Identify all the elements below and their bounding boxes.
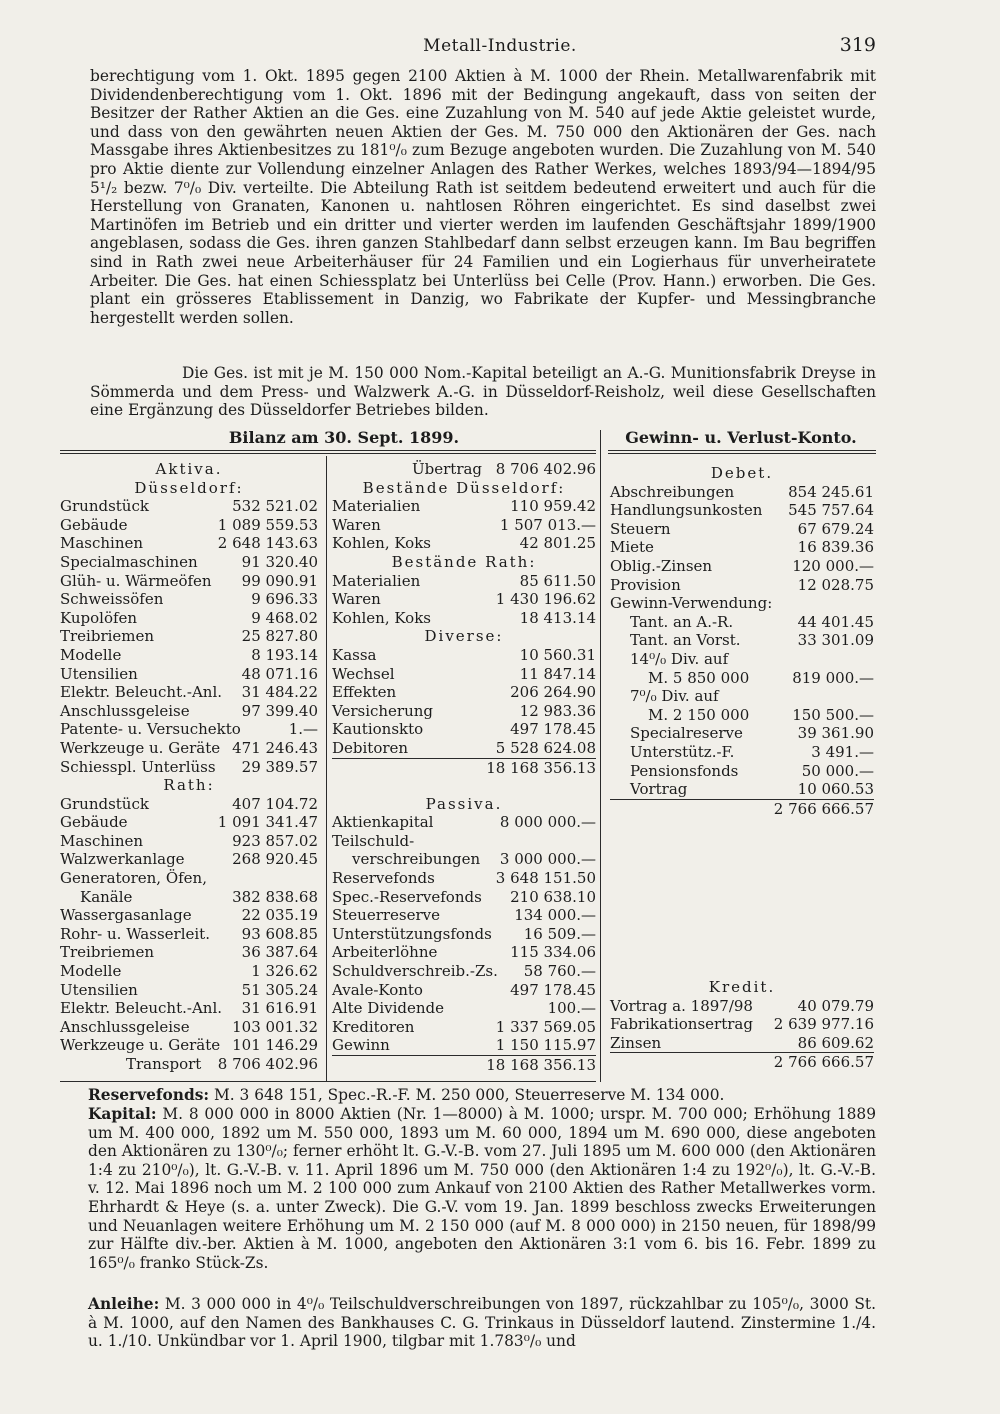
bilanz-row (60, 813, 318, 832)
row-label: Waren (332, 515, 381, 534)
gewinn-row (610, 576, 874, 595)
row-value: 12 028.75 (797, 575, 874, 594)
bilanz-row (332, 906, 596, 925)
row-value: 18 168 356.13 (486, 758, 596, 777)
bilanz-row (60, 832, 318, 851)
gewinn-row (610, 724, 874, 743)
row-value: 1 150 115.97 (495, 1036, 596, 1055)
row-value: 8 706 402.96 (495, 460, 596, 478)
row-label: Maschinen (60, 831, 144, 850)
row-value: 1 507 013.— (499, 515, 596, 534)
row-value: 206 264.90 (510, 683, 596, 702)
row-value: 120 000.— (792, 556, 874, 575)
row-value: 150 500.— (792, 705, 874, 724)
row-value: 93 608.85 (241, 924, 318, 943)
row-label: Kupolöfen (60, 608, 138, 627)
bilanz-row (332, 497, 596, 516)
section-heading: Düsseldorf: (134, 478, 244, 497)
bilanz-row (332, 609, 596, 628)
bilanz-row (332, 702, 596, 721)
bilanz-row (60, 646, 318, 665)
section-heading: Passiva. (425, 794, 503, 813)
row-value: 854 245.61 (788, 482, 874, 501)
bilanz-row (332, 646, 596, 665)
bilanz-row (60, 702, 318, 721)
bilanz-row (60, 590, 318, 609)
note-text: M. 3 648 151, Spec.-R.-F. M. 250 000, Steuerreserve M. 134 000. (209, 1086, 725, 1104)
bilanz-aktiva-column (60, 460, 318, 1074)
gewinn-row (610, 464, 874, 483)
row-label: Spec.-Reservefonds (332, 887, 482, 906)
bilanz-row (60, 758, 318, 777)
bilanz-row (332, 683, 596, 702)
bilanz-row (332, 981, 596, 1000)
row-label: Modelle (60, 645, 122, 664)
row-label: Specialreserve (630, 724, 743, 743)
bilanz-row (332, 1018, 596, 1037)
row-value: 1 091 341.47 (217, 813, 318, 832)
bilanz-row (332, 627, 596, 646)
note-label: Anleihe: (88, 1295, 160, 1313)
row-value: 33 301.09 (797, 631, 874, 650)
row-label: Wechsel (332, 664, 395, 683)
bilanz-row (332, 832, 596, 851)
gewinn-row (610, 687, 874, 706)
bilanz-row (60, 943, 318, 962)
row-value: 1 337 569.05 (495, 1017, 596, 1036)
bilanz-row (60, 609, 318, 628)
bilanz-row (60, 683, 318, 702)
row-value: 115 334.06 (510, 943, 596, 962)
bilanz-row (332, 479, 596, 498)
row-label: Steuern (610, 519, 671, 538)
row-value: 67 679.24 (797, 519, 874, 538)
bilanz-row (60, 720, 318, 739)
gewinn-row (610, 1034, 874, 1053)
row-value: 110 959.42 (510, 497, 596, 516)
row-value: 382 838.68 (232, 887, 318, 906)
row-value: 9 696.33 (251, 590, 318, 609)
row-label: Provision (610, 575, 681, 594)
row-value: 99 090.91 (241, 571, 318, 590)
row-label: Tant. an A.-R. (630, 612, 734, 631)
row-label: M. 2 150 000 (648, 705, 750, 724)
gewinn-row (610, 780, 874, 799)
section-heading: Debet. (710, 464, 774, 482)
row-label: Kohlen, Koks (332, 534, 431, 553)
row-label: Arbeiterlöhne (332, 943, 438, 962)
row-value: 545 757.64 (788, 501, 874, 520)
row-value: 48 071.16 (241, 664, 318, 683)
row-label: Specialmaschinen (60, 552, 198, 571)
row-value: 10 560.31 (519, 645, 596, 664)
row-value: 268 920.45 (232, 850, 318, 869)
section-divider (600, 430, 601, 1082)
bilanz-row (60, 1036, 318, 1055)
section-heading: Bestände Rath: (391, 552, 537, 571)
row-label: Aktienkapital (332, 813, 434, 832)
row-label: Maschinen (60, 534, 144, 553)
row-value: 44 401.45 (797, 612, 874, 631)
row-label: Schuldverschreib.-Zs. (332, 962, 498, 981)
row-value: 86 609.62 (797, 1033, 874, 1052)
row-label: Treibriemen (60, 943, 155, 962)
gewinn-row (610, 978, 874, 997)
row-label: Schiesspl. Unterlüss (60, 757, 216, 776)
gewinn-row (610, 520, 874, 539)
bilanz-row (60, 850, 318, 869)
row-label: Effekten (332, 683, 397, 702)
row-value: 923 857.02 (232, 831, 318, 850)
row-value: 42 801.25 (519, 534, 596, 553)
row-value: 497 178.45 (510, 980, 596, 999)
bilanz-row (332, 758, 596, 777)
row-label: M. 5 850 000 (648, 668, 750, 687)
bilanz-row (332, 739, 596, 758)
row-label: Treibriemen (60, 627, 155, 646)
row-value: 2 766 666.57 (773, 799, 874, 818)
row-value: 2 766 666.57 (773, 1053, 874, 1072)
row-label: Übertrag (412, 460, 483, 478)
row-label: 7⁰/₀ Div. auf (630, 687, 719, 706)
bilanz-row (60, 888, 318, 907)
row-label: Kanäle (80, 887, 133, 906)
row-label: Kohlen, Koks (332, 608, 431, 627)
bilanz-row (332, 720, 596, 739)
row-value: 16 509.— (523, 924, 596, 943)
bilanz-row (60, 516, 318, 535)
row-value: 8 000 000.— (499, 813, 596, 832)
bilanz-row (60, 460, 318, 479)
row-value: 8 706 402.96 (217, 1055, 318, 1073)
row-label: Waren (332, 590, 381, 609)
row-label: Unterstützungsfonds (332, 924, 492, 943)
bilanz-row (60, 665, 318, 684)
row-label: Gewinn (332, 1036, 390, 1055)
bilanz-row (332, 1055, 596, 1074)
bilanz-row (332, 572, 596, 591)
row-label: Utensilien (60, 664, 138, 683)
row-value: 1 089 559.53 (217, 515, 318, 534)
row-label: Werkzeuge u. Geräte (60, 738, 221, 757)
gewinn-row (610, 1015, 874, 1034)
bilanz-row (332, 795, 596, 814)
row-label: Teilschuld- (332, 831, 415, 850)
bilanz-top-rule (60, 450, 596, 451)
gewinn-title: Gewinn- u. Verlust-Konto. (625, 428, 857, 447)
row-label: Grundstück (60, 497, 149, 516)
row-value: 2 648 143.63 (217, 534, 318, 553)
bilanz-row (60, 739, 318, 758)
row-value: 22 035.19 (241, 906, 318, 925)
row-label: Kautionskto (332, 720, 424, 739)
note-anleihe (88, 1295, 876, 1351)
row-label: Transport (126, 1055, 202, 1073)
row-label: Werkzeuge u. Geräte (60, 1036, 221, 1055)
bilanz-row (60, 906, 318, 925)
gewinn-row (610, 1052, 874, 1071)
gewinn-row (610, 743, 874, 762)
row-label: Anschlussgeleise (60, 701, 190, 720)
row-value: 3 491.— (811, 742, 874, 761)
bilanz-bottom-rule (60, 1081, 596, 1082)
row-value: 25 827.80 (241, 627, 318, 646)
row-value: 16 839.36 (797, 538, 874, 557)
gewinn-row (610, 538, 874, 557)
row-label: Grundstück (60, 794, 149, 813)
bilanz-row (60, 962, 318, 981)
row-label: Vortrag (630, 780, 688, 799)
gewinn-row (610, 501, 874, 520)
row-value: 18 168 356.13 (486, 1056, 596, 1074)
row-label: Zinsen (610, 1033, 662, 1052)
bilanz-row (332, 1036, 596, 1055)
intro-paragraph-1: berechtigung vom 1. Okt. 1895 gegen 2100 Aktien à M. 1000 der Rhein. Metallwarenfabrik mit Dividendenberechtigung vom 1. Okt. 1896 mit der Bedingung angekauft, dass von seiten der Besitzer der Rather Aktien an die Ges. eine Zuzahlung von M. 540 auf jede Aktie geleistet wurde, und dass von den gewährten neuen Aktien der Ges. M. 750 000 den Aktionären der Ges. nach Massgabe ihres Aktienbesitzes zu 181⁰/₀ zum Bezuge angeboten wurden. Die Zuzahlung von M. 540 pro Aktie diente zur Vollendung einzelner Anlagen des Rather Werkes, welches 1893/94—1894/95 5¹/₂ bezw. 7⁰/₀ Div. verteilte. Die Abteilung Rath ist seitdem bedeutend erweitert und auch für die Herstellung von Granaten, Kanonen u. nahtlosen Röhren eingerichtet. Es sind daselbst zwei Martinöfen im Betrieb und ein dritter und vierter werden im laufenden Geschäftsjahr 1899/1900 angeblasen, sodass die Ges. ihren ganzen Stahlbedarf dann selbst erzeugen kann. Im Bau begriffen sind in Rath zwei neue Arbeiterhäuser für 24 Familien und ein Logierhaus für unverheiratete Arbeiter. Die Ges. hat einen Schiessplatz bei Unterlüss bei Celle (Prov. Hann.) erworben. Die Ges. plant ein grösseres Etablissement in Danzig, wo Fabrikate der Kupfer- und Messingbranche hergestellt werden sollen. (90, 67, 876, 327)
row-label: Elektr. Beleucht.-Anl. (60, 683, 223, 702)
running-header: Metall-Industrie. (423, 36, 577, 56)
row-label: 14⁰/₀ Div. auf (630, 649, 729, 668)
row-label: Kreditoren (332, 1017, 415, 1036)
section-heading: Bestände Düsseldorf: (362, 478, 566, 497)
note-label: Kapital: (88, 1105, 157, 1123)
bilanz-row (332, 869, 596, 888)
row-value: 5 528 624.08 (495, 738, 596, 757)
row-label: Tant. an Vorst. (630, 631, 741, 650)
row-value: 497 178.45 (510, 720, 596, 739)
row-label: Abschreibungen (610, 482, 735, 501)
bilanz-row (332, 460, 596, 479)
bilanz-row (60, 776, 318, 795)
bilanz-row (60, 925, 318, 944)
row-label: Versicherung (332, 701, 434, 720)
note-text: M. 3 000 000 in 4⁰/₀ Teilschuldverschreibungen von 1897, rückzahlbar zu 105⁰/₀, 3000 St. à M. 1000, auf den Namen des Bankhauses C. G. Trinkaus in Düsseldorf lautend. Zinstermine 1./4. u. 1./10. Unkündbar vor 1. April 1900, tilgbar mit 1.783⁰/₀ und (88, 1295, 876, 1351)
page-number: 319 (839, 34, 876, 56)
section-heading: Kredit. (708, 978, 776, 996)
row-value: 103 001.32 (232, 1017, 318, 1036)
row-value: 3 000 000.— (499, 850, 596, 869)
gewinn-row (610, 762, 874, 781)
bilanz-row (60, 572, 318, 591)
bilanz-row (332, 925, 596, 944)
row-value: 29 389.57 (241, 757, 318, 776)
row-value: 532 521.02 (232, 497, 318, 516)
bilanz-row (332, 553, 596, 572)
row-value: 31 616.91 (241, 999, 318, 1018)
row-value: 407 104.72 (232, 794, 318, 813)
row-label: Pensionsfonds (630, 761, 739, 780)
row-label: Generatoren, Öfen, (60, 869, 207, 888)
row-value: 9 468.02 (251, 608, 318, 627)
bilanz-row (332, 943, 596, 962)
note-label: Reservefonds: (88, 1086, 210, 1104)
bilanz-row (60, 534, 318, 553)
bilanz-row (60, 1055, 318, 1074)
bilanz-row (60, 869, 318, 888)
bilanz-row (332, 962, 596, 981)
bilanz-row (60, 627, 318, 646)
gewinn-row (610, 706, 874, 725)
row-value: 40 079.79 (797, 996, 874, 1015)
row-value: 8 193.14 (251, 645, 318, 664)
section-heading: Diverse: (424, 627, 504, 646)
row-label: Glüh- u. Wärmeöfen (60, 571, 212, 590)
row-label: Gebäude (60, 515, 128, 534)
bilanz-row (332, 850, 596, 869)
row-value: 1 430 196.62 (495, 590, 596, 609)
row-value: 91 320.40 (241, 552, 318, 571)
row-value: 471 246.43 (232, 738, 318, 757)
gewinn-row (610, 799, 874, 818)
bilanz-row (60, 1018, 318, 1037)
bilanz-row (332, 776, 596, 795)
gewinn-row (610, 650, 874, 669)
gewinn-row (610, 669, 874, 688)
row-label: Debitoren (332, 738, 409, 757)
row-value: 101 146.29 (232, 1036, 318, 1055)
row-label: Modelle (60, 962, 122, 981)
bilanz-row (332, 999, 596, 1018)
row-label: Steuerreserve (332, 906, 441, 925)
row-label: Alte Dividende (332, 999, 445, 1018)
row-value: 11 847.14 (519, 664, 596, 683)
bilanz-center-divider (326, 456, 327, 1082)
intro-paragraph-2: Die Ges. ist mit je M. 150 000 Nom.-Kapital beteiligt an A.-G. Munitionsfabrik Dreyse in Sömmerda und dem Press- und Walzwerk A.-G. in Düsseldorf-Reisholz, weil diese Gesellschaften eine Ergänzung des Düsseldorfer Betriebes bilden. (90, 364, 876, 420)
row-label: Unterstütz.-F. (630, 742, 735, 761)
row-value: 1 326.62 (251, 962, 318, 981)
section-heading: Rath: (163, 776, 215, 795)
row-label: verschreibungen (352, 850, 481, 869)
bilanz-row (332, 516, 596, 535)
row-value: 18 413.14 (519, 608, 596, 627)
row-value: 97 399.40 (241, 701, 318, 720)
row-label: Handlungsunkosten (610, 501, 763, 520)
gewinn-row (610, 997, 874, 1016)
bilanz-row (60, 497, 318, 516)
row-label: Vortrag a. 1897/98 (610, 996, 753, 1015)
row-value: 39 361.90 (797, 724, 874, 743)
bilanz-row (60, 479, 318, 498)
row-value: 819 000.— (792, 668, 874, 687)
row-value: 134 000.— (514, 906, 596, 925)
row-label: Fabrikationsertrag (610, 1015, 753, 1034)
row-value: 36 387.64 (241, 943, 318, 962)
gewinn-kredit-column (610, 978, 874, 1071)
row-value: 31 484.22 (241, 683, 318, 702)
row-value: 210 638.10 (510, 887, 596, 906)
row-label: Materialien (332, 497, 421, 516)
bilanz-row (332, 665, 596, 684)
gewinn-row (610, 613, 874, 632)
row-label: Elektr. Beleucht.-Anl. (60, 999, 223, 1018)
bilanz-row (60, 553, 318, 572)
row-label: Anschlussgeleise (60, 1017, 190, 1036)
row-value: 100.— (547, 999, 596, 1018)
row-value: 50 000.— (801, 761, 874, 780)
gewinn-top-rule-2 (608, 453, 876, 454)
row-value: 51 305.24 (241, 980, 318, 999)
bilanz-row (60, 795, 318, 814)
gewinn-row (610, 557, 874, 576)
bilanz-row (332, 813, 596, 832)
row-label: Gebäude (60, 813, 128, 832)
row-value: 10 060.53 (797, 780, 874, 799)
row-value: 1.— (288, 720, 318, 739)
bilanz-row (60, 999, 318, 1018)
bilanz-row (60, 981, 318, 1000)
bilanz-row (332, 888, 596, 907)
row-label: Gewinn-Verwendung: (610, 594, 773, 613)
row-label: Wassergasanlage (60, 906, 192, 925)
gewinn-row (610, 631, 874, 650)
bilanz-title: Bilanz am 30. Sept. 1899. (228, 428, 460, 447)
section-heading: Aktiva. (155, 460, 223, 478)
row-label: Walzwerkanlage (60, 850, 185, 869)
note-reservefonds (88, 1086, 876, 1105)
row-value: 3 648 151.50 (495, 869, 596, 888)
row-label: Materialien (332, 571, 421, 590)
row-value: 58 760.— (523, 962, 596, 981)
gewinn-row (610, 594, 874, 613)
row-label: Kassa (332, 645, 377, 664)
gewinn-top-rule (608, 450, 876, 451)
bilanz-top-rule-2 (60, 453, 596, 454)
row-label: Avale-Konto (332, 980, 423, 999)
row-value: 2 639 977.16 (773, 1015, 874, 1034)
gewinn-row (610, 483, 874, 502)
row-label: Schweissöfen (60, 590, 164, 609)
row-label: Rohr- u. Wasserleit. (60, 924, 210, 943)
bilanz-right-column (332, 460, 596, 1074)
row-value: 12 983.36 (519, 701, 596, 720)
row-label: Utensilien (60, 980, 138, 999)
row-label: Patente- u. Versuchekto (60, 720, 241, 739)
note-kapital (88, 1105, 876, 1272)
row-label: Miete (610, 538, 654, 557)
row-label: Reservefonds (332, 869, 435, 888)
row-value: 85 611.50 (519, 571, 596, 590)
bilanz-row (332, 534, 596, 553)
note-text: M. 8 000 000 in 8000 Aktien (Nr. 1—8000) à M. 1000; urspr. M. 700 000; Erhöhung 1889 um M. 400 000, 1892 um M. 550 000, 1893 um M. 60 000, 1894 um M. 690 000, diese angeboten den Aktionären zu 130⁰/₀; ferner erhöht lt. G.-V.-B. vom 27. Juli 1895 um M. 600 000 (den Aktionären 1:4 zu 210⁰/₀), lt. G.-V.-B. v. 11. April 1896 um M. 750 000 (den Aktionären 1:4 zu 192⁰/₀), lt. G.-V.-B. v. 12. Mai 1896 noch um M. 2 100 000 zum Ankauf von 2100 Aktien des Rather Metallwerkes vorm. Ehrhardt & Heye (s. a. unter Zweck). Die G.-V. vom 19. Jan. 1899 beschloss zwecks Erweiterungen und Neuanlagen weitere Erhöhung um M. 2 150 000 (auf M. 8 000 000) in 2150 neuen, für 1898/99 zur Hälfte div.-ber. Aktien à M. 1000, angeboten den Aktionären 3:1 vom 6. bis 16. Febr. 1899 zu 165⁰/₀ franko Stück-Zs. (88, 1105, 876, 1272)
bilanz-row (332, 590, 596, 609)
gewinn-debet-column (610, 464, 874, 817)
row-label: Oblig.-Zinsen (610, 556, 713, 575)
